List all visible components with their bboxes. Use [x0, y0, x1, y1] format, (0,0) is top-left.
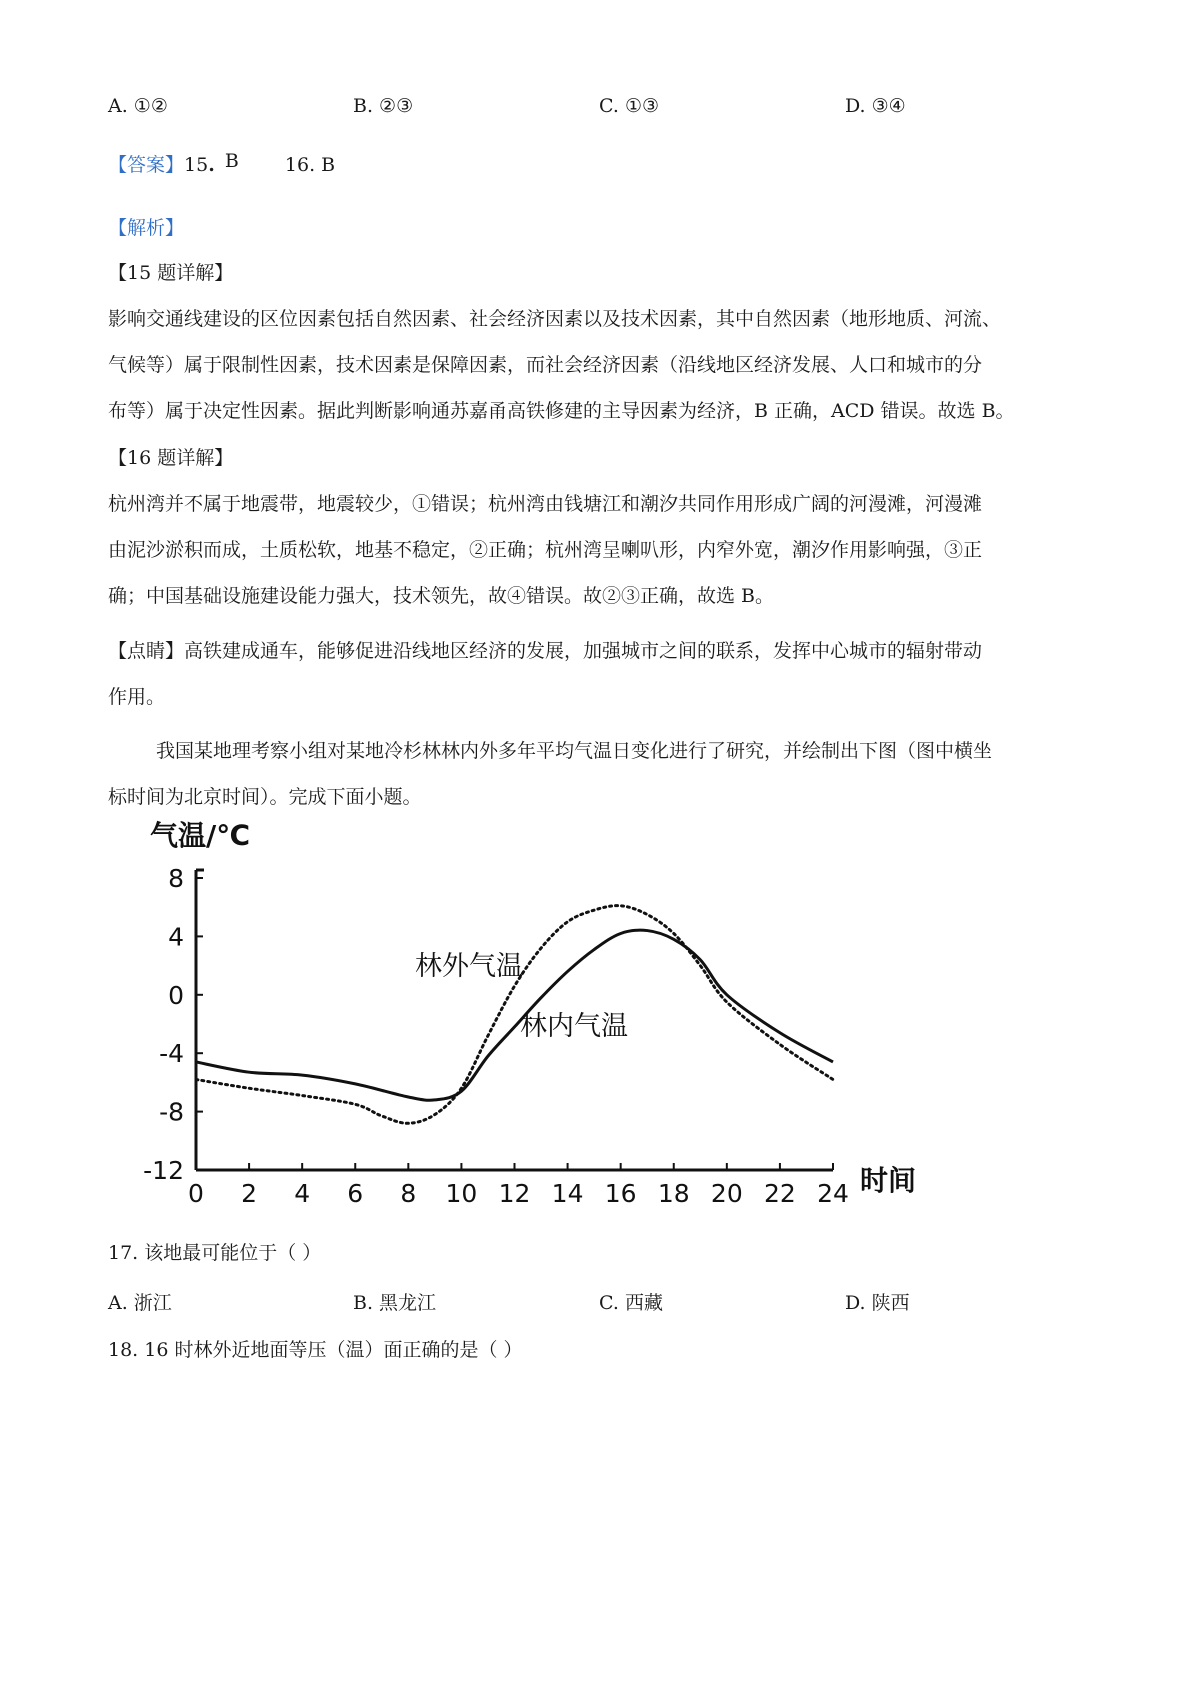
option-a: A. ①② [108, 95, 168, 117]
q15-line-1: 影响交通线建设的区位因素包括自然因素、社会经济因素以及技术因素，其中自然因素（地形地质、河流、 [108, 308, 1002, 330]
x-tick-label: 2 [241, 1179, 258, 1208]
chart-ticks [143, 864, 849, 1208]
x-tick-label: 20 [710, 1179, 743, 1208]
q15-line-2: 气候等）属于限制性因素，技术因素是保障因素，而社会经济因素（沿线地区经济发展、人口和城市的分 [108, 354, 983, 376]
q16-line-1: 杭州湾并不属于地震带，地震较少，①错误；杭州湾由钱塘江和潮汐共同作用形成广阔的河漫滩，河漫滩 [108, 493, 983, 515]
q15-heading: 【15 题详解】 [108, 262, 234, 284]
q16-line-3: 确；中国基础设施建设能力强大，技术领先，故④错误。故②③正确，故选 B。 [108, 585, 775, 607]
answer-dot: . [208, 154, 215, 176]
y-tick-label: -8 [159, 1097, 184, 1127]
intro-line-1: 我国某地理考察小组对某地冷杉林林内外多年平均气温日变化进行了研究，并绘制出下图（图中横坐 [156, 740, 993, 762]
answer-q15: 15 [184, 154, 209, 176]
dianjing-line-2: 作用。 [108, 686, 166, 708]
x-tick-label: 4 [294, 1179, 311, 1208]
legend-inner: 林内气温 [520, 1011, 628, 1042]
option-c: C. ①③ [599, 95, 660, 117]
q16-line-2: 由泥沙淤积而成，土质松软，地基不稳定，②正确；杭州湾呈喇叭形，内窄外宽，潮汐作用影响强，③正 [108, 539, 983, 561]
y-tick-label: 8 [168, 864, 184, 893]
y-tick-label: -12 [143, 1156, 184, 1185]
y-axis-title: 气温/℃ [150, 820, 251, 852]
intro [108, 728, 1088, 820]
q17-option-a: A. 浙江 [108, 1292, 172, 1314]
x-tick-label: 12 [498, 1179, 531, 1208]
y-tick-label: 0 [168, 980, 184, 1010]
q16-heading: 【16 题详解】 [108, 447, 234, 469]
q16-detail [108, 435, 1088, 619]
x-tick-label: 10 [445, 1179, 478, 1208]
x-tick-label: 22 [764, 1179, 796, 1208]
x-tick-label: 16 [604, 1179, 637, 1208]
temperature-chart [130, 820, 930, 1220]
x-tick-label: 14 [551, 1179, 584, 1208]
chart-axes [196, 870, 833, 1170]
answer-q16: 16. B [284, 154, 336, 176]
x-tick-label: 6 [347, 1179, 364, 1208]
option-b: B. ②③ [353, 95, 414, 117]
dianjing [108, 628, 1088, 720]
q15-line-3: 布等）属于决定性因素。据此判断影响通苏嘉甬高铁修建的主导因素为经济，B 正确，ACD 错误。故选 B。 [108, 400, 1015, 422]
q18-stem: 18. 16 时林外近地面等压（温）面正确的是（ ） [108, 1339, 523, 1361]
chart-lines [196, 906, 833, 1124]
answer-tag: 【答案】 [108, 154, 185, 176]
answer-q15-value: B [224, 150, 239, 172]
x-tick-label: 0 [188, 1179, 204, 1208]
series-line-0 [196, 906, 833, 1124]
x-axis-title: 时间 [860, 1164, 917, 1197]
x-tick-label: 8 [400, 1179, 417, 1208]
q17-stem: 17. 该地最可能位于（ ） [108, 1242, 322, 1264]
y-tick-label: 4 [168, 922, 184, 952]
option-d: D. ③④ [845, 95, 906, 117]
x-tick-label: 18 [657, 1179, 690, 1208]
dianjing-line-1: 高铁建成通车，能够促进沿线地区经济的发展，加强城市之间的联系，发挥中心城市的辐射带动 [184, 640, 983, 662]
answer-line [108, 150, 335, 177]
legend-outer: 林外气温 [415, 951, 523, 982]
x-tick-label: 24 [817, 1179, 849, 1208]
q17-option-b: B. 黑龙江 [353, 1292, 437, 1314]
q15-detail [108, 250, 1088, 434]
intro-line-2: 标时间为北京时间）。完成下面小题。 [108, 786, 422, 808]
q17-option-d: D. 陕西 [845, 1292, 910, 1314]
y-tick-label: -4 [159, 1039, 184, 1069]
q17-option-c: C. 西藏 [599, 1292, 663, 1314]
dianjing-tag: 【点睛】 [108, 640, 185, 662]
analysis-tag: 【解析】 [108, 217, 185, 239]
